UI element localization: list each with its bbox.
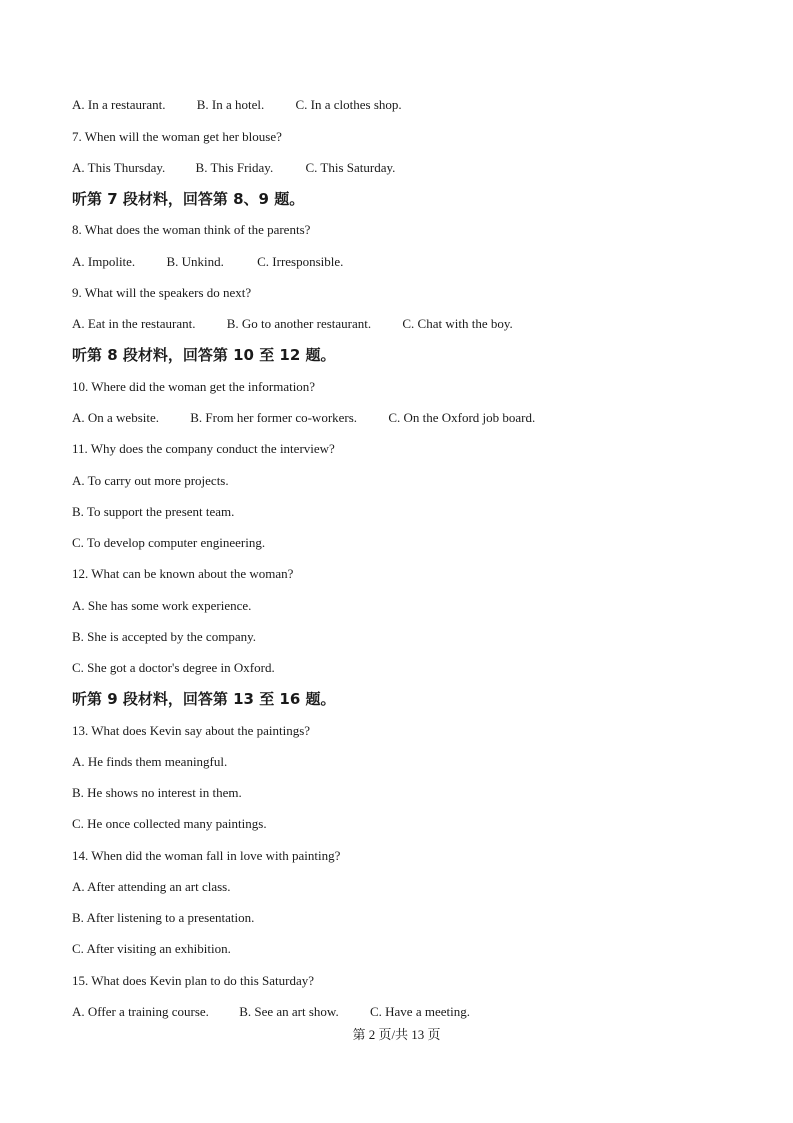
q8-option-c: C. Irresponsible. (257, 254, 344, 269)
section-heading-7: 听第 7 段材料，回答第 8、9 题。 (72, 190, 305, 208)
q12-option-c: C. She got a doctor's degree in Oxford. (72, 660, 275, 675)
q10-question: 10. Where did the woman get the information? (72, 379, 316, 394)
q13-option-c: C. He once collected many paintings. (72, 816, 267, 831)
q7-options (72, 159, 395, 177)
q14-option-b: B. After listening to a presentation. (72, 910, 255, 925)
q13-option-b: B. He shows no interest in them. (72, 785, 242, 800)
q10-options (72, 409, 535, 427)
q8-question: 8. What does the woman think of the parents? (72, 222, 311, 237)
q11-option-a: A. To carry out more projects. (72, 473, 229, 488)
q12-option-b: B. She is accepted by the company. (72, 629, 256, 644)
q13-question: 13. What does Kevin say about the paintings? (72, 723, 311, 738)
q7-option-a: A. This Thursday. (72, 160, 166, 175)
q14-question: 14. When did the woman fall in love with painting? (72, 848, 341, 863)
q11-question: 11. Why does the company conduct the interview? (72, 441, 335, 456)
q10-option-b: B. From her former co-workers. (190, 410, 358, 425)
q11-option-c: C. To develop computer engineering. (72, 535, 266, 550)
q7-question: 7. When will the woman get her blouse? (72, 129, 282, 144)
q14-option-a: A. After attending an art class. (72, 879, 231, 894)
q11-option-b: B. To support the present team. (72, 504, 235, 519)
q9-question: 9. What will the speakers do next? (72, 285, 252, 300)
q8-options (72, 253, 343, 271)
q6-option-c: C. In a clothes shop. (295, 97, 402, 112)
q15-question: 15. What does Kevin plan to do this Saturday? (72, 973, 315, 988)
q15-option-b: B. See an art show. (239, 1004, 339, 1019)
q6-option-b: B. In a hotel. (196, 97, 265, 112)
q12-question: 12. What can be known about the woman? (72, 566, 294, 581)
q15-option-c: C. Have a meeting. (369, 1004, 470, 1019)
q9-options (72, 315, 513, 333)
q10-option-c: C. On the Oxford job board. (388, 410, 536, 425)
q7-option-b: B. This Friday. (195, 160, 274, 175)
section-heading-9: 听第 9 段材料，回答第 13 至 16 题。 (72, 690, 336, 708)
q9-option-c: C. Chat with the boy. (402, 316, 513, 331)
q7-option-c: C. This Saturday. (305, 160, 396, 175)
q6-options (72, 96, 402, 114)
q12-option-a: A. She has some work experience. (72, 598, 252, 613)
q6-option-a: A. In a restaurant. (72, 97, 166, 112)
page-number-footer: 第 2 页/共 13 页 (352, 1027, 441, 1042)
q15-options (72, 1003, 470, 1021)
q9-option-a: A. Eat in the restaurant. (72, 316, 196, 331)
q9-option-b: B. Go to another restaurant. (226, 316, 372, 331)
q10-option-a: A. On a website. (72, 410, 160, 425)
q8-option-b: B. Unkind. (166, 254, 224, 269)
q15-option-a: A. Offer a training course. (72, 1004, 209, 1019)
q13-option-a: A. He finds them meaningful. (72, 754, 228, 769)
q14-option-c: C. After visiting an exhibition. (72, 941, 231, 956)
q8-option-a: A. Impolite. (72, 254, 136, 269)
section-heading-8: 听第 8 段材料，回答第 10 至 12 题。 (72, 346, 336, 364)
